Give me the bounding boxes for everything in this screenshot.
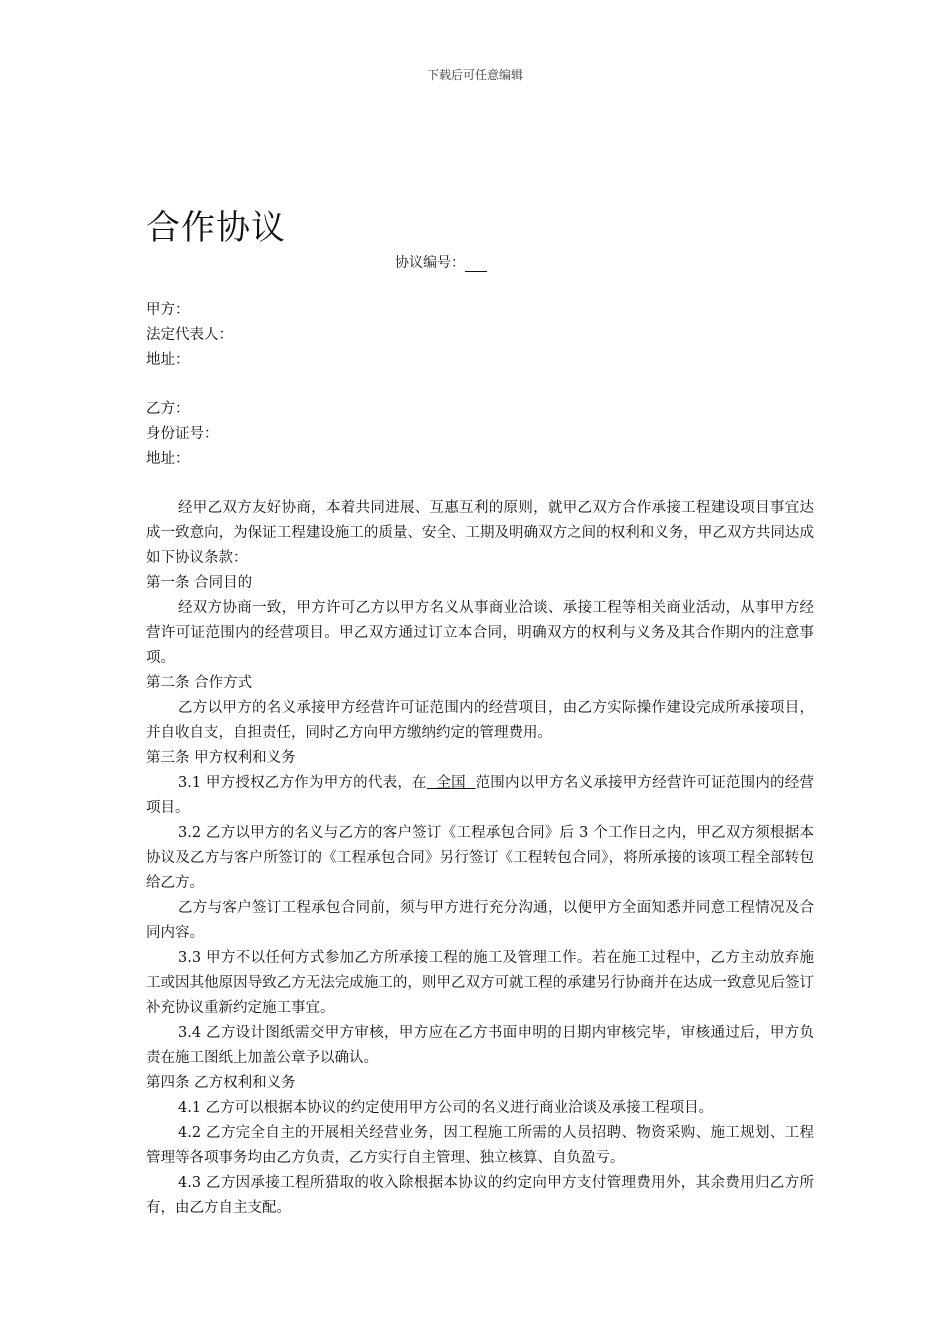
party-a-address: 地址： bbox=[146, 352, 190, 368]
party-b-block bbox=[146, 397, 219, 472]
article-1-paragraph: 经双方协商一致，甲方许可乙方以甲方名义从事商业洽谈、承接工程等相关商业活动，从事甲方经营许可证范围内的经营项目。甲乙双方通过订立本合同，明确双方的权利与义务及其合作期内的注意事项。 bbox=[146, 600, 814, 666]
clause-3-1-region: 全国 bbox=[426, 775, 476, 791]
party-b-address: 地址： bbox=[146, 451, 190, 467]
clause-3-1-post: 范围内以甲方名义承接甲方经营许可证范围内的经营项目。 bbox=[146, 775, 815, 816]
article-2-paragraph: 乙方以甲方的名义承接甲方经营许可证范围内的经营项目，由乙方实际操作建设完成所承接项目，并自收自支，自担责任，同时乙方向甲方缴纳约定的管理费用。 bbox=[146, 700, 814, 741]
clause-3-4: 3.4 乙方设计图纸需交甲方审核，甲方应在乙方书面申明的日期内审核完毕，审核通过后，甲方负责在施工图纸上加盖公章予以确认。 bbox=[146, 1025, 814, 1066]
clause-3-2-note: 乙方与客户签订工程承包合同前，须与甲方进行充分沟通，以便甲方全面知悉并同意工程情况及合同内容。 bbox=[146, 900, 814, 941]
agreement-body bbox=[146, 496, 814, 1221]
article-2-title: 第二条 合作方式 bbox=[146, 675, 253, 691]
agreement-number-blank bbox=[465, 257, 487, 272]
clause-4-3: 4.3 乙方因承接工程所猎取的收入除根据本协议的约定向甲方支付管理费用外，其余费用归乙方所有，由乙方自主支配。 bbox=[146, 1175, 814, 1216]
party-a-block bbox=[146, 298, 233, 373]
clause-3-1-pre: 3.1 甲方授权乙方作为甲方的代表，在 bbox=[178, 775, 427, 791]
party-b-id-number: 身份证号： bbox=[146, 426, 219, 442]
clause-3-3: 3.3 甲方不以任何方式参加乙方所承接工程的施工及管理工作。若在施工过程中，乙方主动放弃施工或因其他原因导致乙方无法完成施工的，则甲乙双方可就工程的承建另行协商并在达成一致意见后签订补充协议重新约定施工事宜。 bbox=[146, 950, 814, 1016]
article-3-title: 第三条 甲方权利和义务 bbox=[146, 750, 296, 766]
clause-4-1: 4.1 乙方可以根据本协议的约定使用甲方公司的名义进行商业洽谈及承接工程项目。 bbox=[178, 1100, 714, 1116]
article-4-title: 第四条 乙方权利和义务 bbox=[146, 1075, 296, 1091]
clause-3-1 bbox=[146, 771, 814, 821]
document-title: 合作协议 bbox=[146, 208, 286, 248]
article-1-title: 第一条 合同目的 bbox=[146, 575, 253, 591]
agreement-number-label: 协议编号： bbox=[395, 255, 465, 271]
party-a-name: 甲方： bbox=[146, 302, 190, 318]
party-b-name: 乙方： bbox=[146, 401, 190, 417]
clause-4-2: 4.2 乙方完全自主的开展相关经营业务，因工程施工所需的人员招聘、物资采购、施工规划、工程管理等各项事务均由乙方负责，乙方实行自主管理、独立核算、自负盈亏。 bbox=[146, 1125, 814, 1166]
intro-paragraph: 经甲乙双方友好协商，本着共同进展、互惠互利的原则，就甲乙双方合作承接工程建设项目事宜达成一致意向，为保证工程建设施工的质量、安全、工期及明确双方之间的权利和义务，甲乙双方共同达成如下协议条款： bbox=[146, 500, 814, 566]
clause-3-2: 3.2 乙方以甲方的名义与乙方的客户签订《工程承包合同》后 3 个工作日之内，甲乙双方须根据本协议及乙方与客户所签订的《工程承包合同》另行签订《工程转包合同》，将所承接的该项工程全部转包给乙方。 bbox=[146, 825, 814, 891]
agreement-number bbox=[395, 252, 487, 272]
party-a-legal-rep: 法定代表人： bbox=[146, 327, 233, 343]
header-note: 下载后可任意编辑 bbox=[426, 68, 523, 82]
